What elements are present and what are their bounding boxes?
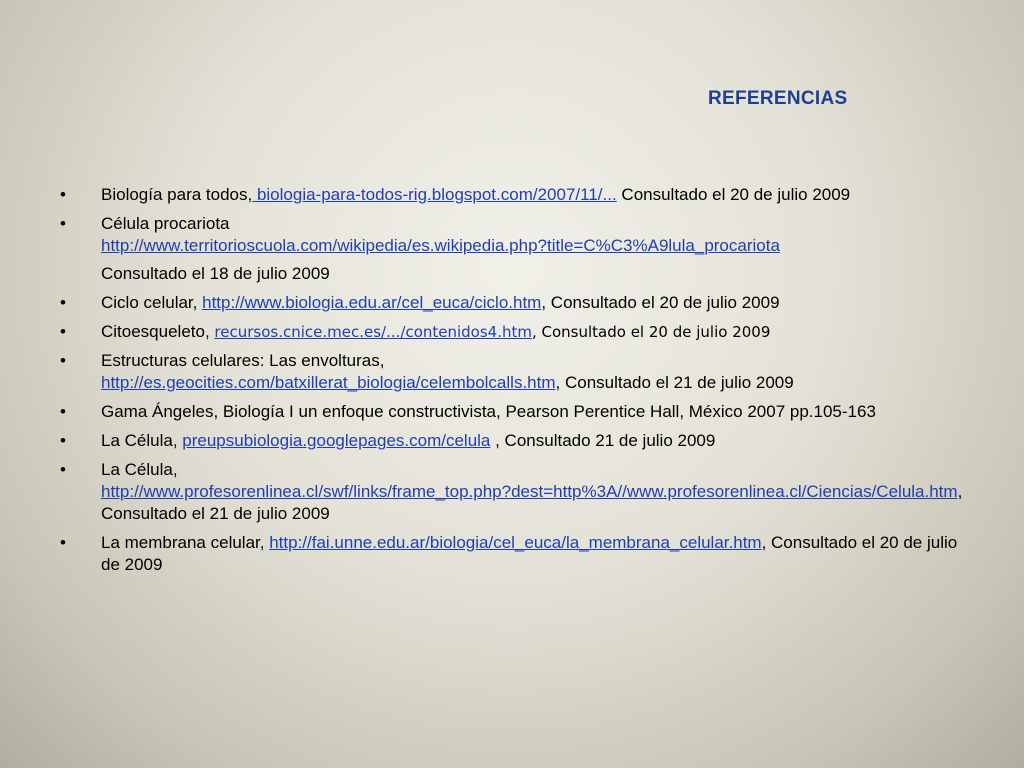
reference-item: [60, 430, 965, 452]
bullet-icon: •: [60, 431, 66, 450]
reference-item: [60, 213, 965, 285]
reference-link[interactable]: preupsubiologia.googlepages.com/celula: [182, 431, 491, 450]
reference-list: [60, 184, 965, 583]
reference-item: [60, 350, 965, 394]
bullet-icon: •: [60, 402, 66, 421]
reference-text: La Célula,: [101, 431, 183, 450]
reference-item: [60, 459, 965, 525]
bullet-icon: •: [60, 293, 66, 312]
reference-date: , Consultado el 20 de julio 2009: [541, 293, 780, 312]
reference-text: Gama Ángeles, Biología I un enfoque constructivista, Pearson Perentice Hall, México 2007 pp.105-163: [101, 402, 876, 421]
reference-link[interactable]: http://www.profesorenlinea.cl/swf/links/frame_top.php?dest=http%3A//www.profesorenlinea.cl/Ciencias/Celula.htm: [101, 482, 958, 501]
reference-link[interactable]: http://www.biologia.edu.ar/cel_euca/ciclo.htm: [202, 293, 542, 312]
reference-text: Ciclo celular,: [101, 293, 203, 312]
bullet-icon: •: [60, 533, 66, 552]
reference-item: [60, 401, 965, 423]
bullet-icon: •: [60, 460, 66, 479]
reference-date: Consultado el 18 de julio 2009: [101, 264, 330, 283]
reference-link[interactable]: recursos.cnice.mec.es/.../contenidos4.htm: [214, 323, 532, 341]
reference-date: , Consultado el 20 de julio 2009: [531, 323, 771, 341]
reference-link[interactable]: http://es.geocities.com/batxillerat_biologia/celembolcalls.htm: [101, 373, 556, 392]
reference-text: Citoesqueleto,: [101, 322, 215, 341]
reference-link[interactable]: biologia-para-todos-rig.blogspot.com/2007/11/...: [252, 185, 617, 204]
reference-date: , Consultado 21 de julio 2009: [490, 431, 716, 450]
reference-text: Biología para todos,: [101, 185, 253, 204]
reference-link[interactable]: http://www.territorioscuola.com/wikipedia/es.wikipedia.php?title=C%C3%A9lula_procariota: [101, 236, 780, 255]
bullet-icon: •: [60, 351, 66, 370]
reference-date: , Consultado el 20 de julio de 2009: [101, 533, 958, 574]
reference-item: [60, 532, 965, 576]
reference-item: [60, 184, 965, 206]
bullet-icon: •: [60, 214, 66, 233]
bullet-icon: •: [60, 185, 66, 204]
reference-text: Estructuras celulares: Las envolturas,: [101, 351, 385, 370]
reference-text: Célula procariota: [101, 214, 230, 233]
reference-text: La membrana celular,: [101, 533, 270, 552]
reference-date: Consultado el 20 de julio 2009: [616, 185, 851, 204]
reference-date: , Consultado el 21 de julio 2009: [101, 482, 963, 523]
reference-link[interactable]: http://fai.unne.edu.ar/biologia/cel_euca/la_membrana_celular.htm: [269, 533, 762, 552]
reference-item: [60, 321, 965, 343]
bullet-icon: •: [60, 322, 66, 341]
reference-date: , Consultado el 21 de julio 2009: [555, 373, 794, 392]
slide-title: REFERENCIAS: [708, 88, 848, 109]
reference-item: [60, 292, 965, 314]
reference-text: La Célula,: [101, 460, 178, 479]
